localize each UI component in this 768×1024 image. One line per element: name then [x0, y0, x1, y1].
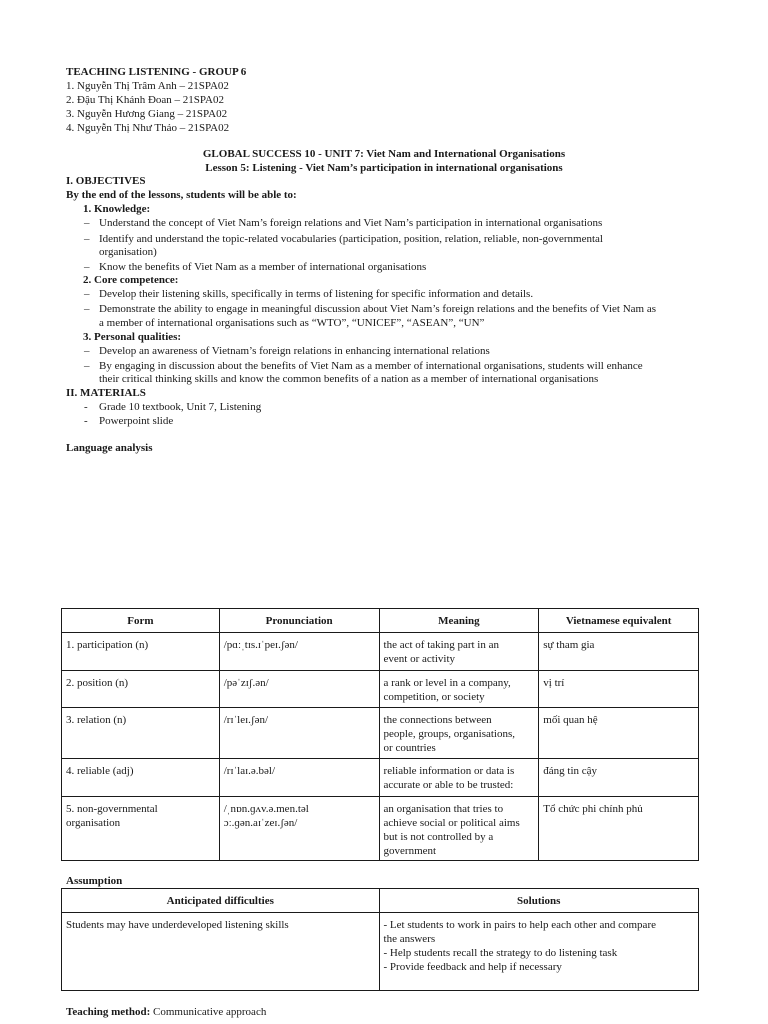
table-header-row [62, 889, 699, 913]
meaning-cell: but is not controlled by a [383, 831, 494, 843]
meaning-cell: an organisation that tries to [383, 803, 504, 815]
pronunciation-cell: /rɪˈleɪ.ʃən/ [223, 714, 269, 726]
column-header: Form [62, 609, 220, 633]
bullet-dash: – [84, 360, 90, 372]
objective-item-continued: their critical thinking skills and know the common benefits of a nation as a member of international organisations [99, 373, 599, 385]
column-header: Solutions [379, 889, 698, 913]
group-member: 3. Nguyễn Hương Giang – 21SPA02 [66, 108, 228, 120]
form-cell: 3. relation (n) [66, 714, 127, 726]
qualities-label: 3. Personal qualities: [83, 331, 182, 343]
solution-line: - Help students recall the strategy to do listening task [383, 947, 618, 959]
difficulty-cell: Students may have underdeveloped listening skills [66, 919, 289, 931]
form-cell: 5. non-governmental [66, 803, 158, 815]
objective-item: Know the benefits of Viet Nam as a member of international organisations [99, 261, 427, 273]
meaning-cell: accurate or able to be trusted: [383, 779, 514, 791]
teaching-method-value: Communicative approach [153, 1006, 267, 1018]
table-row [62, 671, 699, 708]
bullet-dash: – [84, 288, 90, 300]
bullet-dash: – [84, 345, 90, 357]
document-title: TEACHING LISTENING - GROUP 6 [66, 66, 247, 78]
objective-item: Develop an awareness of Vietnam’s foreign relations in enhancing international relations [99, 345, 490, 357]
table-row [62, 797, 699, 861]
form-cell: 4. reliable (adj) [66, 765, 134, 777]
column-header: Vietnamese equivalent [539, 609, 699, 633]
objectives-intro: By the end of the lessons, students will be able to: [66, 189, 297, 201]
column-header: Meaning [379, 609, 539, 633]
language-analysis-heading: Language analysis [66, 442, 153, 454]
table-row [62, 633, 699, 671]
assumption-heading: Assumption [66, 875, 123, 887]
objective-item: Identify and understand the topic-related vocabularies (participation, position, relation, reliable, non-governmental [99, 233, 603, 245]
material-item: Grade 10 textbook, Unit 7, Listening [99, 401, 262, 413]
meaning-cell: event or activity [383, 653, 456, 665]
vietnamese-cell: mối quan hệ [543, 714, 598, 726]
bullet-dash: - [84, 401, 88, 413]
pronunciation-cell: /pəˈzɪʃ.ən/ [223, 677, 269, 689]
material-item: Powerpoint slide [99, 415, 174, 427]
unit-title: GLOBAL SUCCESS 10 - UNIT 7: Viet Nam and International Organisations [202, 148, 566, 160]
vietnamese-cell: đáng tin cậy [543, 765, 598, 777]
vietnamese-cell: vị trí [543, 677, 565, 689]
pronunciation-cell: /ˌnɒn.ɡʌv.ə.men.təl [223, 803, 309, 815]
table-row [62, 913, 699, 991]
group-member: 2. Đậu Thị Khánh Đoan – 21SPA02 [66, 94, 224, 106]
meaning-cell: government [383, 845, 437, 857]
table-header-row [62, 609, 699, 633]
group-member: 4. Nguyễn Thị Như Thảo – 21SPA02 [66, 122, 230, 134]
meaning-cell: achieve social or political aims [383, 817, 520, 829]
materials-heading: II. MATERIALS [66, 387, 146, 399]
vietnamese-cell: Tổ chức phi chính phủ [543, 803, 643, 815]
solution-line: - Provide feedback and help if necessary [383, 961, 562, 973]
teaching-method-label: Teaching method: [66, 1006, 151, 1018]
pronunciation-cell: /rɪˈlaɪ.ə.bəl/ [223, 765, 276, 777]
teaching-method [66, 1005, 266, 1019]
meaning-cell: competition, or society [383, 691, 485, 703]
table-row [62, 708, 699, 759]
meaning-cell: a rank or level in a company, [383, 677, 511, 689]
solution-line: the answers [383, 933, 436, 945]
meaning-cell: or countries [383, 742, 436, 754]
column-header: Anticipated difficulties [62, 889, 380, 913]
objectives-heading: I. OBJECTIVES [66, 175, 146, 187]
meaning-cell: the act of taking part in an [383, 639, 499, 651]
objective-item-continued: organisation) [99, 246, 157, 258]
bullet-dash: - [84, 415, 88, 427]
objective-item: Develop their listening skills, specifically in terms of listening for specific information and details. [99, 288, 534, 300]
form-cell: 1. participation (n) [66, 639, 149, 651]
bullet-dash: – [84, 303, 90, 315]
meaning-cell: reliable information or data is [383, 765, 515, 777]
language-analysis-table [61, 608, 699, 861]
form-cell: 2. position (n) [66, 677, 129, 689]
group-member: 1. Nguyễn Thị Trâm Anh – 21SPA02 [66, 80, 229, 92]
competence-label: 2. Core competence: [83, 274, 179, 286]
meaning-cell: people, groups, organisations, [383, 728, 516, 740]
objective-item: Understand the concept of Viet Nam’s foreign relations and Viet Nam’s participation in international organisations [99, 217, 603, 229]
objective-item: By engaging in discussion about the benefits of Viet Nam as a member of international organisations, students will enhance [99, 360, 643, 372]
vietnamese-cell: sự tham gia [543, 639, 595, 651]
solution-line: - Let students to work in pairs to help each other and compare [383, 919, 656, 931]
objective-item: Demonstrate the ability to engage in meaningful discussion about Viet Nam’s foreign relations and the benefits of Viet Nam as [99, 303, 656, 315]
pronunciation-cell: /pɑːˌtɪs.ɪˈpeɪ.ʃən/ [223, 639, 298, 651]
table-row [62, 759, 699, 797]
bullet-dash: – [84, 261, 90, 273]
column-header: Pronunciation [219, 609, 379, 633]
pronunciation-cell: ɔː.ɡən.aɪˈzeɪ.ʃən/ [223, 817, 298, 829]
meaning-cell: the connections between [383, 714, 492, 726]
assumption-table [61, 888, 699, 991]
knowledge-label: 1. Knowledge: [83, 203, 151, 215]
bullet-dash: – [84, 233, 90, 245]
lesson-title: Lesson 5: Listening - Viet Nam’s participation in international organisations [205, 162, 563, 174]
objective-item-continued: a member of international organisations such as “WTO”, “UNICEF”, “ASEAN”, “UN” [99, 317, 485, 329]
bullet-dash: – [84, 217, 90, 229]
form-cell: organisation [66, 817, 121, 829]
